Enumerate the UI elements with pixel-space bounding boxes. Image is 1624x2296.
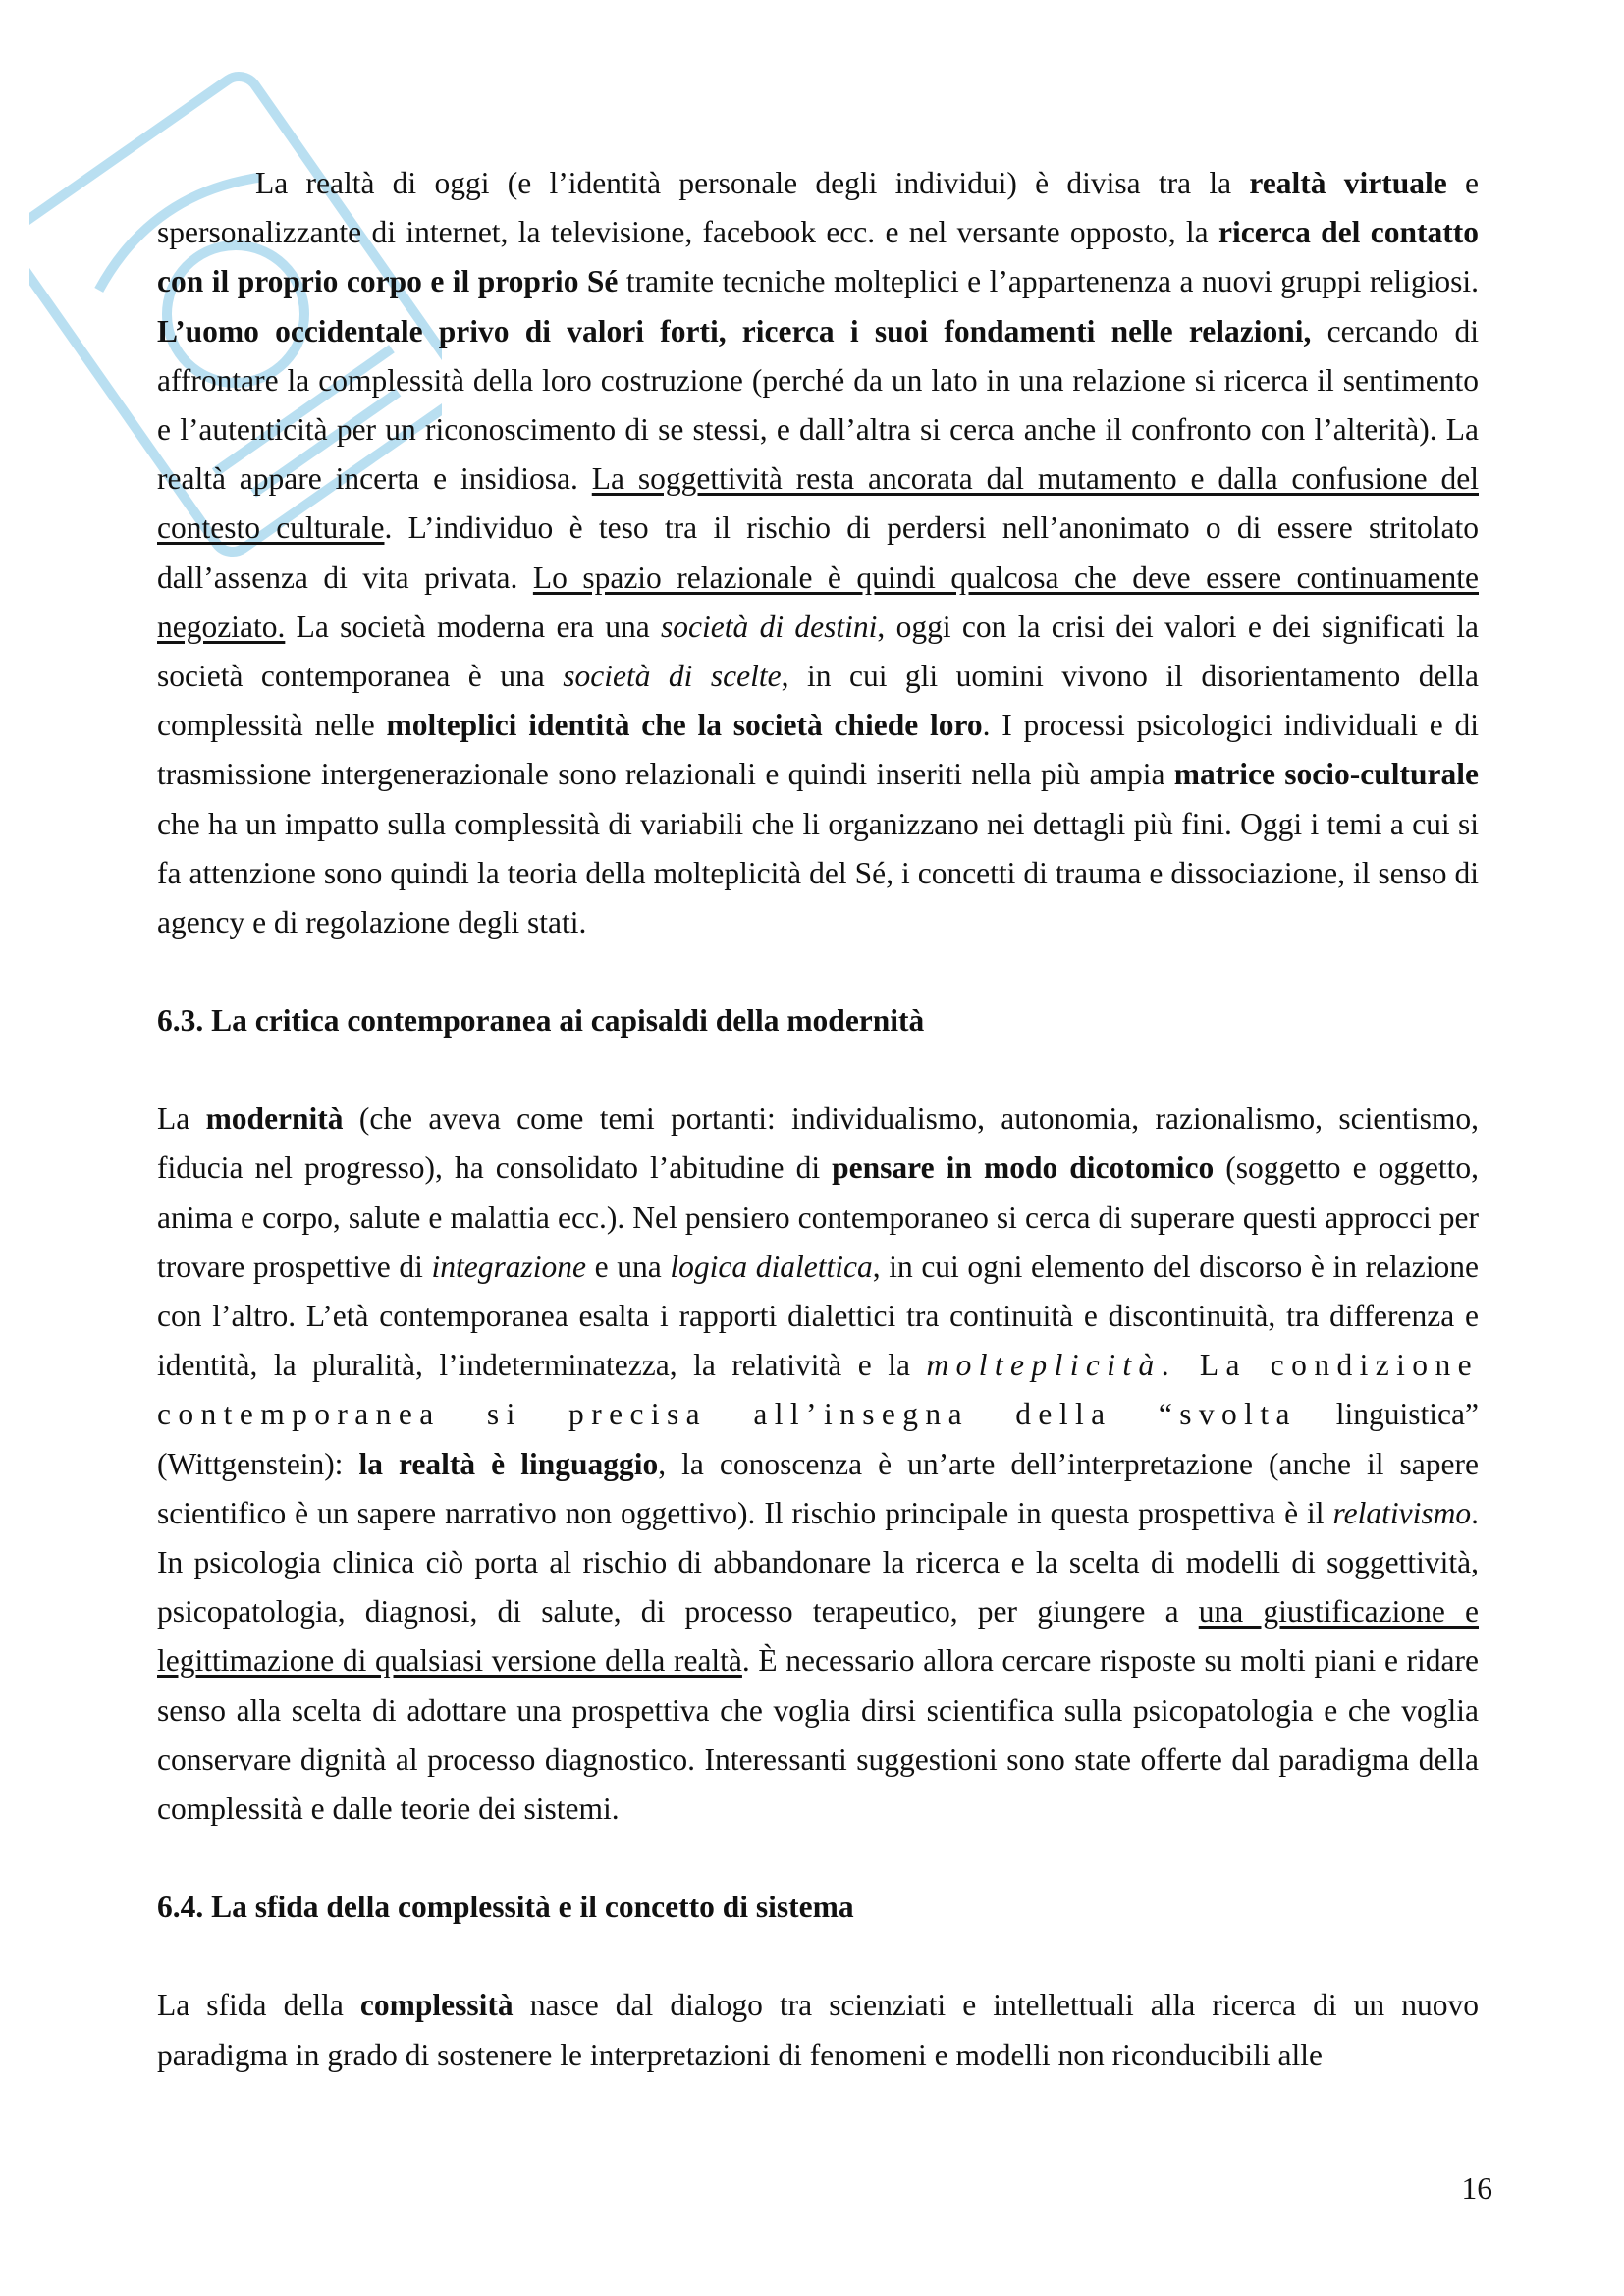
paragraph-modernity-critique: La modernità (che aveva come temi portanti: individualismo, autonomia, razionalismo, scientismo, fiducia nel progresso), ha consolidato l’abitudine di pensare in modo dicotomico (soggetto e oggetto, anima e corpo, salute e malattia ecc.). Nel pensiero contemporaneo si cerca di superare questi approcci per trovare prospettive di integrazione e una logica dialettica, in cui ogni elemento del discorso è in relazione con l’altro. L’età contemporanea esalta i rapporti dialettici tra continuità e discontinuità, tra differenza e identità, la pluralità, l’indeterminatezza, la relatività e la molteplicità. La condizione contemporanea si precisa all’insegna della “svolta linguistica” (Wittgenstein): la realtà è linguaggio, la conoscenza è un’arte dell’interpretazione (anche il sapere scientifico è un sapere narrativo non oggettivo). Il rischio principale in questa prospettiva è il relativismo. In psicologia clinica ciò porta al rischio di abbandonare la ricerca e la scelta di modelli di soggettività, psicopatologia, diagnosi, di salute, di processo terapeutico, per giungere a una giustificazione e legittimazione di qualsiasi versione della realtà. È necessario allora cercare risposte su molti piani e ridare senso alla scelta di adottare una prospettiva che voglia dirsi scientifica sulla psicopatologia e che voglia conservare dignità al processo diagnostico. Interessanti suggestioni sono state offerte dal paradigma della complessità e dalle teorie dei sistemi.: [157, 1101, 1480, 1827]
paragraph-identity-contemporary: La realtà di oggi (e l’identità personale degli individui) è divisa tra la realtà virtuale e spersonalizzante di internet, la televisione, facebook ecc. e nel versante opposto, la ricerca del contatto con il proprio corpo e il proprio Sé tramite tecniche molteplici e l’appartenenza a nuovi gruppi religiosi. L’uomo occidentale privo di valori forti, ricerca i suoi fondamenti nelle relazioni, cercando di affrontare la complessità della loro costruzione (perché da un lato in una relazione si ricerca il sentimento e l’autenticità per un riconoscimento di se stessi, e dall’altra si cerca anche il confronto con l’alterità). La realtà appare incerta e insidiosa. La soggettività resta ancorata dal mutamento e dalla confusione del contesto culturale. L’individuo è teso tra il rischio di perdersi nell’anonimato o di essere stritolato dall’assenza di vita privata. Lo spazio relazionale è quindi qualcosa che deve essere continuamente negoziato. La società moderna era una società di destini, oggi con la crisi dei valori e dei significati la società contemporanea è una società di scelte, in cui gli uomini vivono il disorientamento della complessità nelle molteplici identità che la società chiede loro. I processi psicologici individuali e di trasmissione intergenerazionale sono relazionali e quindi inseriti nella più ampia matrice socio-culturale che ha un impatto sulla complessità di variabili che li organizzano nei dettagli più fini. Oggi i temi a cui si fa attenzione sono quindi la teoria della molteplicità del Sé, i concetti di trauma e dissociazione, il senso di agency e di regolazione degli stati.: [157, 166, 1480, 940]
section-heading-6-3: 6.3. La critica contemporanea ai capisaldi della modernità: [157, 1003, 925, 1039]
document-page: [157, 159, 1479, 2080]
paragraph-complexity-challenge: La sfida della complessità nasce dal dialogo tra scienziati e intellettuali alla ricerca di un nuovo paradigma in grado di sostenere le interpretazioni di fenomeni e modelli non riconducibili alle: [157, 1988, 1480, 2072]
page-number: 16: [1461, 2171, 1492, 2206]
section-heading-6-4: 6.4. La sfida della complessità e il concetto di sistema: [157, 1890, 854, 1925]
